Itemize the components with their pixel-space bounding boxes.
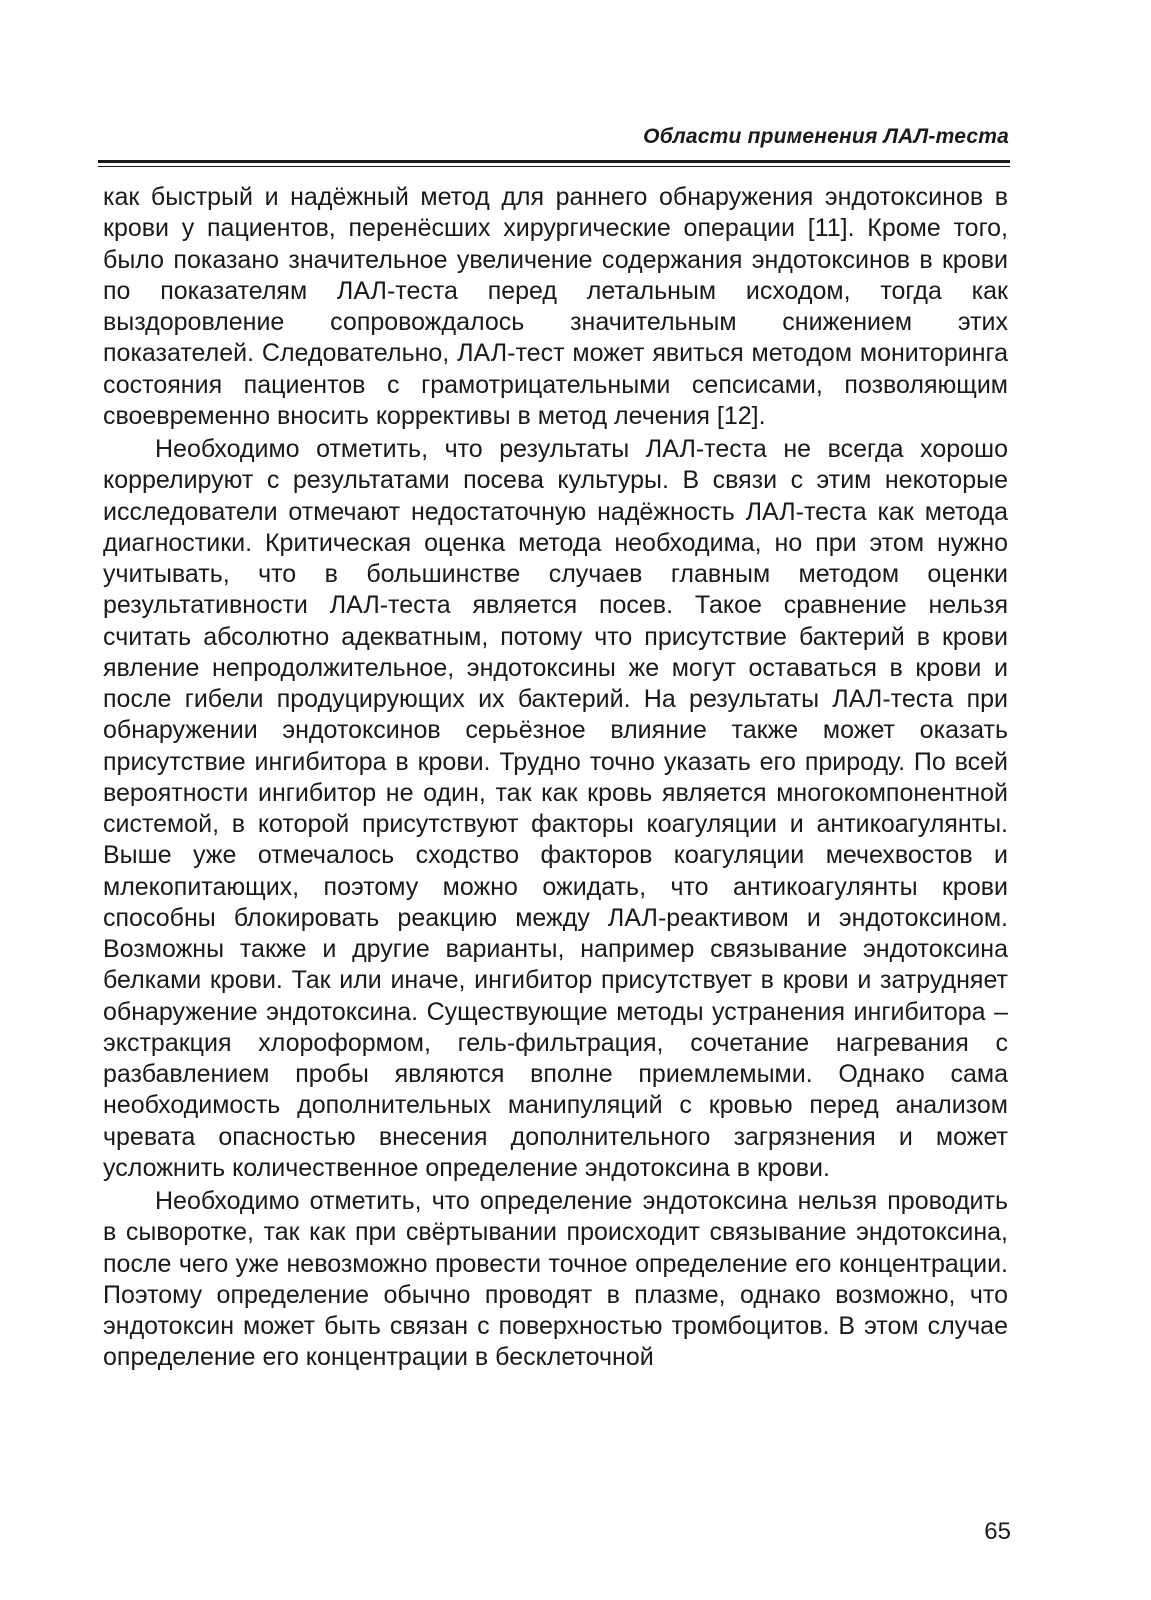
header-rule-thin [98,166,1010,167]
running-head: Области применения ЛАЛ-теста [643,125,1009,148]
paragraph: Необходимо отметить, что результаты ЛАЛ-теста не всегда хорошо коррелируют с результатами посева культуры. В связи с этим некоторые исследователи отмечают недостаточную надёжность ЛАЛ-теста как метода диагностики. Критическая оценка метода необходима, но при этом нужно учитывать, что в большинстве случаев главным методом оценки результативности ЛАЛ-теста является посев. Такое сравнение нельзя считать абсолютно адекватным, потому что присутствие бактерий в крови явление непродолжительное, эндотоксины же могут оставаться в крови и после гибели продуцирующих их бактерий. На результаты ЛАЛ-теста при обнаружении эндотоксинов серьёзное влияние также может оказать присутствие ингибитора в крови. Трудно точно указать его природу. По всей вероятности ингибитор не один, так как кровь является многокомпонентной системой, в которой присутствуют факторы коагуляции и антикоагулянты. Выше уже отмечалось сходство факторов коагуляции мечехвостов и млекопитающих, поэтому можно ожидать, что антикоагулянты крови способны блокировать реакцию между ЛАЛ-реактивом и эндотоксином. Возможны также и другие варианты, например связывание эндотоксина белками крови. Так или иначе, ингибитор присутствует в крови и затрудняет обнаружение эндотоксина. Существующие методы устранения ингибитора – экстракция хлороформом, гель-фильтрация, сочетание нагревания с разбавлением пробы являются вполне приемлемыми. Однако сама необходимость дополнительных манипуляций с кровью перед анализом чревата опасностью внесения дополнительного загрязнения и может усложнить количественное определение эндотоксина в крови. [103,435,1008,1182]
paragraph-continued: как быстрый и надёжный метод для раннего обнаружения эндотоксинов в крови у пациентов, перенёсших хирургические операции [11]. Кроме того, было показано значительное увеличение содержания эндотоксинов в крови по показателям ЛАЛ-теста перед летальным исходом, тогда как выздоровление сопровождалось значительным снижением этих показателей. Следовательно, ЛАЛ-тест может явиться методом мониторинга состояния пациентов с грамотрицательными сепсисами, позволяющим своевременно вносить коррективы в метод лечения [12]. [103,183,1008,430]
page-number: 65 [984,1518,1011,1545]
body-text [103,182,1008,1374]
paragraph: Необходимо отметить, что определение эндотоксина нельзя проводить в сыворотке, так как при свёртывании происходит связывание эндотоксина, после чего уже невозможно провести точное определение его концентрации. Поэтому определение обычно проводят в плазме, однако возможно, что эндотоксин может быть связан с поверхностью тромбоцитов. В этом случае определение его концентрации в бесклеточной [103,1187,1008,1372]
header-rule-thick [98,160,1010,163]
